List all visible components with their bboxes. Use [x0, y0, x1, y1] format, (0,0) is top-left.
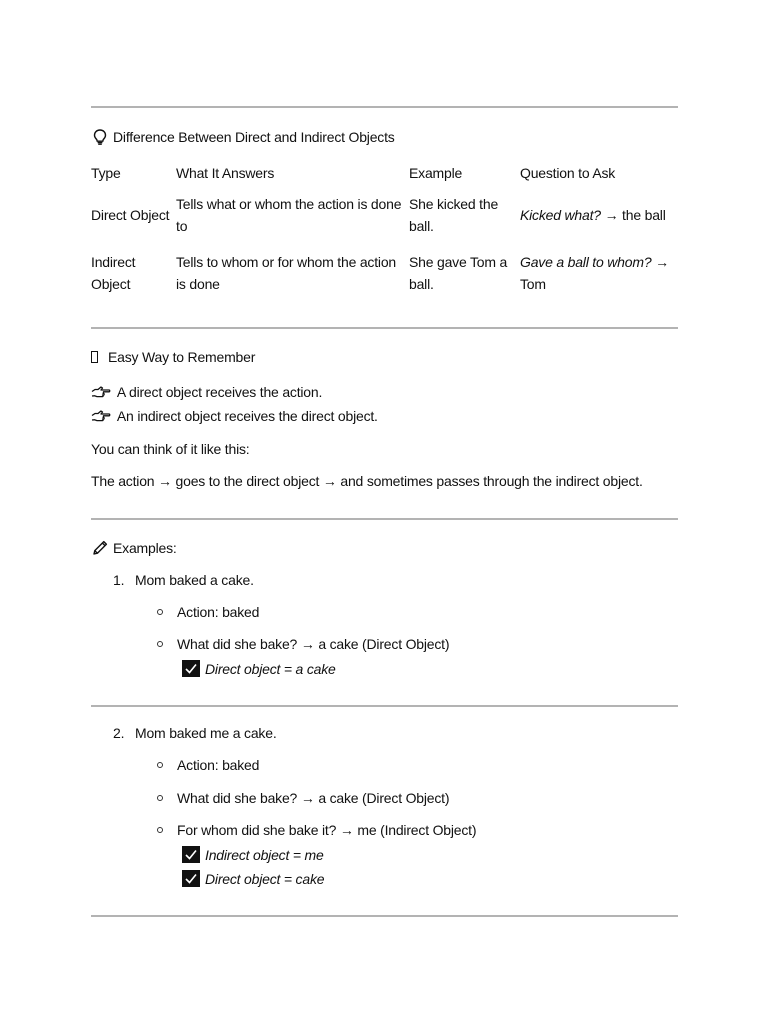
item-number: 2.: [113, 725, 125, 741]
divider: [91, 705, 678, 707]
divider: [91, 106, 678, 108]
table-cell: [520, 244, 678, 302]
bullet-item: [157, 822, 476, 838]
bullet-text: What did she bake? → a cake (Direct Object): [177, 636, 450, 652]
divider: [91, 327, 678, 329]
check-text: Indirect object = me: [205, 846, 324, 863]
section-heading-text: Examples:: [113, 540, 177, 556]
table-header-cell: Example: [409, 165, 463, 181]
missing-glyph-box: [91, 351, 98, 363]
comparison-table: [91, 160, 678, 302]
table-cell: Tells to whom or for whom the action is done: [176, 254, 397, 292]
check-item: [182, 870, 324, 887]
hollow-bullet: [157, 827, 163, 833]
table-cell: Direct Object: [91, 207, 170, 223]
check-text: Direct object = cake: [205, 870, 325, 887]
check-item: [182, 660, 336, 677]
table-cell: She gave Tom a ball.: [409, 254, 508, 292]
pointing-hand-icon: [91, 409, 111, 423]
question-italic: Kicked what?: [520, 207, 601, 223]
hollow-bullet: [157, 609, 163, 615]
list-item-text: An indirect object receives the direct object.: [116, 408, 378, 424]
table-header-cell: Question to Ask: [520, 165, 616, 181]
example-sentence: Mom baked me a cake.: [135, 725, 277, 741]
section-heading-text: Easy Way to Remember: [108, 349, 256, 365]
section-heading-difference: [91, 128, 395, 146]
bullet-text: What did she bake? → a cake (Direct Object): [177, 790, 450, 806]
question-italic: Gave a ball to whom?: [520, 254, 652, 270]
section-heading-remember: [91, 349, 255, 365]
summary-text: The action → goes to the direct object → and sometimes passes through the indirect object.: [91, 473, 643, 489]
divider: [91, 518, 678, 520]
document-page: [91, 0, 678, 1024]
example-sentence: Mom baked a cake.: [135, 572, 254, 588]
intro-text: You can think of it like this:: [91, 441, 250, 457]
table-row: [91, 244, 678, 302]
section-heading-examples: [91, 539, 177, 557]
item-number: 1.: [113, 572, 125, 588]
bullet-text: For whom did she bake it? → me (Indirect Object): [177, 822, 477, 838]
table-header-cell: Type: [91, 165, 121, 181]
list-item-text: A direct object receives the action.: [116, 384, 323, 400]
list-item: [91, 408, 378, 424]
pointing-hand-icon: [91, 385, 111, 399]
hollow-bullet: [157, 762, 163, 768]
table-header-cell: What It Answers: [176, 165, 275, 181]
bullet-text: Action: baked: [177, 604, 260, 620]
table-cell: [520, 186, 678, 244]
hollow-bullet: [157, 641, 163, 647]
table-cell: Tells what or whom the action is done to: [176, 196, 402, 234]
question-answer: → the ball: [600, 207, 666, 223]
question-answer: → Tom: [520, 254, 669, 292]
numbered-item: [113, 572, 254, 588]
check-text: Direct object = a cake: [205, 660, 336, 677]
list-item: [91, 384, 322, 400]
bullet-item: [157, 790, 449, 806]
table-row: [91, 186, 678, 244]
check-item: [182, 846, 324, 863]
bullet-item: [157, 636, 449, 652]
lightbulb-icon: [91, 128, 109, 146]
check-mark-icon: [182, 660, 200, 677]
check-mark-icon: [182, 870, 200, 887]
bullet-item: [157, 757, 259, 773]
section-heading-text: Difference Between Direct and Indirect Objects: [113, 129, 395, 145]
table-cell: Indirect Object: [91, 254, 136, 292]
check-mark-icon: [182, 846, 200, 863]
table-cell: She kicked the ball.: [409, 196, 499, 234]
table-header-row: [91, 160, 678, 186]
divider: [91, 915, 678, 917]
numbered-item: [113, 725, 277, 741]
bullet-text: Action: baked: [177, 757, 260, 773]
bullet-item: [157, 604, 259, 620]
hollow-bullet: [157, 795, 163, 801]
pencil-icon: [91, 539, 109, 557]
